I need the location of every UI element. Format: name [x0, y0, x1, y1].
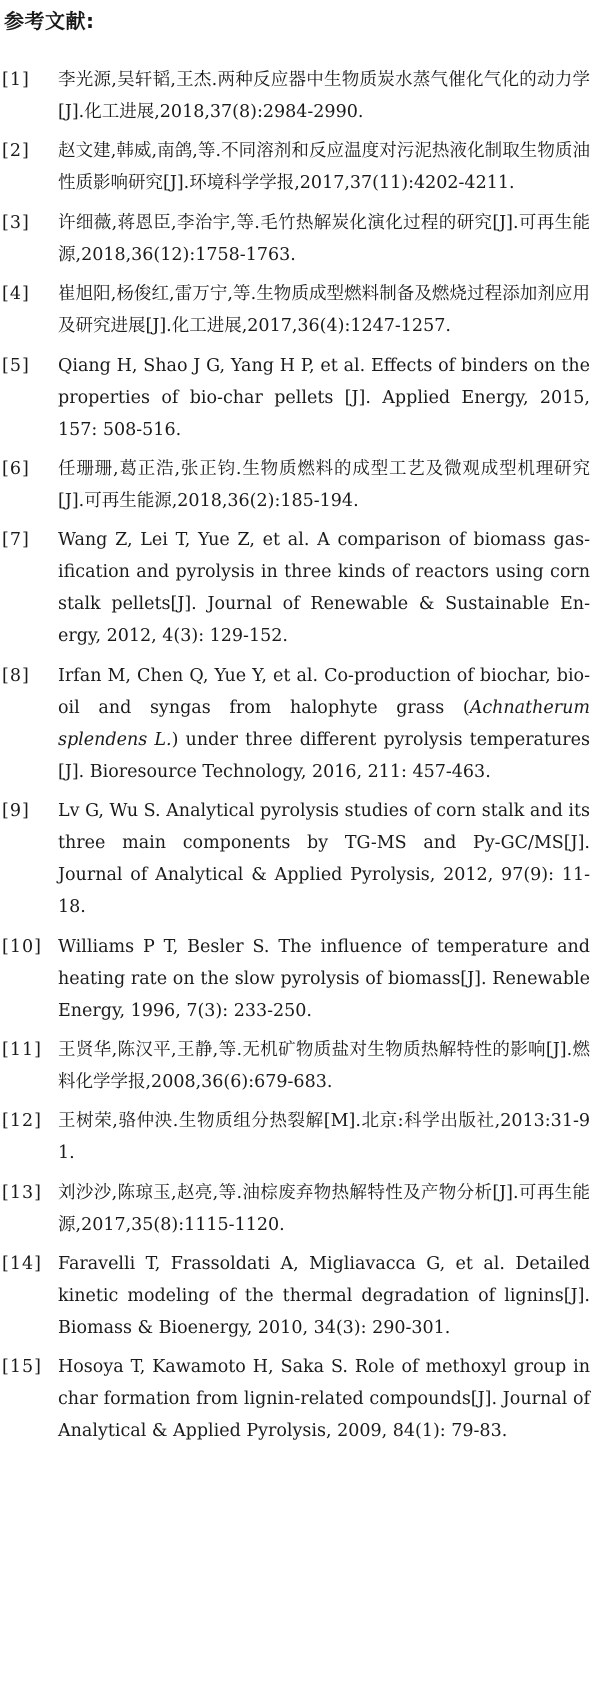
reference-item	[0, 1351, 600, 1447]
reference-number: [2]	[2, 141, 30, 162]
reference-text: Lv G, Wu S. Analytical pyrolysis studies of corn stalk and its three main components by TG-MS and Py-GC/MS[J]. Journal of Analytical & Applied Pyrolysis, 2012, 97(9): 11-18.	[58, 801, 590, 918]
reference-item	[0, 1248, 600, 1344]
references-heading: 参考文献:	[4, 9, 95, 33]
reference-number: [6]	[2, 458, 30, 479]
reference-item	[0, 135, 600, 199]
reference-number: [13]	[2, 1182, 42, 1203]
reference-item	[0, 795, 600, 923]
reference-number: [4]	[2, 284, 30, 305]
reference-number: [12]	[2, 1111, 42, 1132]
reference-item	[0, 931, 600, 1027]
reference-item	[0, 524, 600, 652]
reference-text: 许细薇,蒋恩臣,李治宇,等.毛竹热解炭化演化过程的研究[J].可再生能源,2018,36(12):1758-1763.	[58, 212, 590, 265]
reference-item	[0, 1177, 600, 1241]
reference-number: [9]	[2, 801, 30, 822]
reference-item	[0, 64, 600, 128]
reference-number: [11]	[2, 1039, 42, 1060]
reference-item	[0, 660, 600, 788]
reference-text: 崔旭阳,杨俊红,雷万宁,等.生物质成型燃料制备及燃烧过程添加剂应用及研究进展[J].化工进展,2017,36(4):1247-1257.	[58, 284, 590, 337]
reference-item	[0, 350, 600, 446]
reference-text: 刘沙沙,陈琼玉,赵亮,等.油棕废弃物热解特性及产物分析[J].可再生能源,2017,35(8):1115-1120.	[58, 1182, 590, 1235]
reference-number: [8]	[2, 665, 30, 686]
reference-text: Faravelli T, Frassoldati A, Migliavacca G, et al. Detailed kinetic modeling of the thermal degradation of lignins[J]. Biomass & Bioenergy, 2010, 34(3): 290-301.	[58, 1254, 590, 1339]
reference-text: Wang Z, Lei T, Yue Z, et al. A comparison of biomass gasification and pyrolysis in three kinds of reactors using corn stalk pellets[J]. Journal of Renewable & Sustainable Energy, 2012, 4(3): 129-152.	[58, 530, 590, 647]
reference-text: 赵文建,韩威,南鸽,等.不同溶剂和反应温度对污泥热液化制取生物质油性质影响研究[J].环境科学学报,2017,37(11):4202-4211.	[58, 141, 590, 194]
reference-text: Williams P T, Besler S. The influence of temperature and heating rate on the slow pyrolysis of biomass[J]. Renewable Energy, 1996, 7(3): 233-250.	[58, 936, 590, 1021]
reference-text: 任珊珊,葛正浩,张正钧.生物质燃料的成型工艺及微观成型机理研究[J].可再生能源,2018,36(2):185-194.	[58, 458, 590, 511]
reference-number: [7]	[2, 530, 30, 551]
reference-text-part: ) under three different pyrolysis temperatures [J]. Bioresource Technology, 2016, 211: 457-463.	[58, 729, 590, 782]
reference-item	[0, 1105, 600, 1169]
reference-item	[0, 207, 600, 271]
reference-number: [3]	[2, 212, 30, 233]
reference-item	[0, 278, 600, 342]
reference-text	[58, 660, 590, 788]
reference-number: [10]	[2, 936, 42, 957]
reference-text: Qiang H, Shao J G, Yang H P, et al. Effects of binders on the properties of bio-char pellets [J]. Applied Energy, 2015, 157: 508-516.	[58, 355, 590, 440]
reference-number: [14]	[2, 1254, 42, 1275]
reference-number: [1]	[2, 70, 30, 90]
reference-number: [15]	[2, 1357, 42, 1378]
reference-number: [5]	[2, 355, 30, 376]
species-name: Achnatherum splendens L.	[58, 697, 590, 750]
reference-text: 王树荣,骆仲泱.生物质组分热裂解[M].北京:科学出版社,2013:31-91.	[58, 1111, 590, 1164]
reference-text: Hosoya T, Kawamoto H, Saka S. Role of methoxyl group in char formation from lignin-related compounds[J]. Journal of Analytical & Applied Pyrolysis, 2009, 84(1): 79-83.	[58, 1357, 590, 1442]
reference-item	[0, 1034, 600, 1098]
reference-list	[0, 64, 600, 1455]
reference-text: 李光源,吴轩韬,王杰.两种反应器中生物质炭水蒸气催化气化的动力学[J].化工进展,2018,37(8):2984-2990.	[58, 70, 590, 122]
reference-text-part: Irfan M, Chen Q, Yue Y, et al. Co-production of biochar, bio-oil and syngas from halophyte grass (	[58, 665, 590, 718]
reference-item	[0, 453, 600, 517]
reference-text: 王贤华,陈汉平,王静,等.无机矿物质盐对生物质热解特性的影响[J].燃料化学学报,2008,36(6):679-683.	[58, 1039, 590, 1092]
